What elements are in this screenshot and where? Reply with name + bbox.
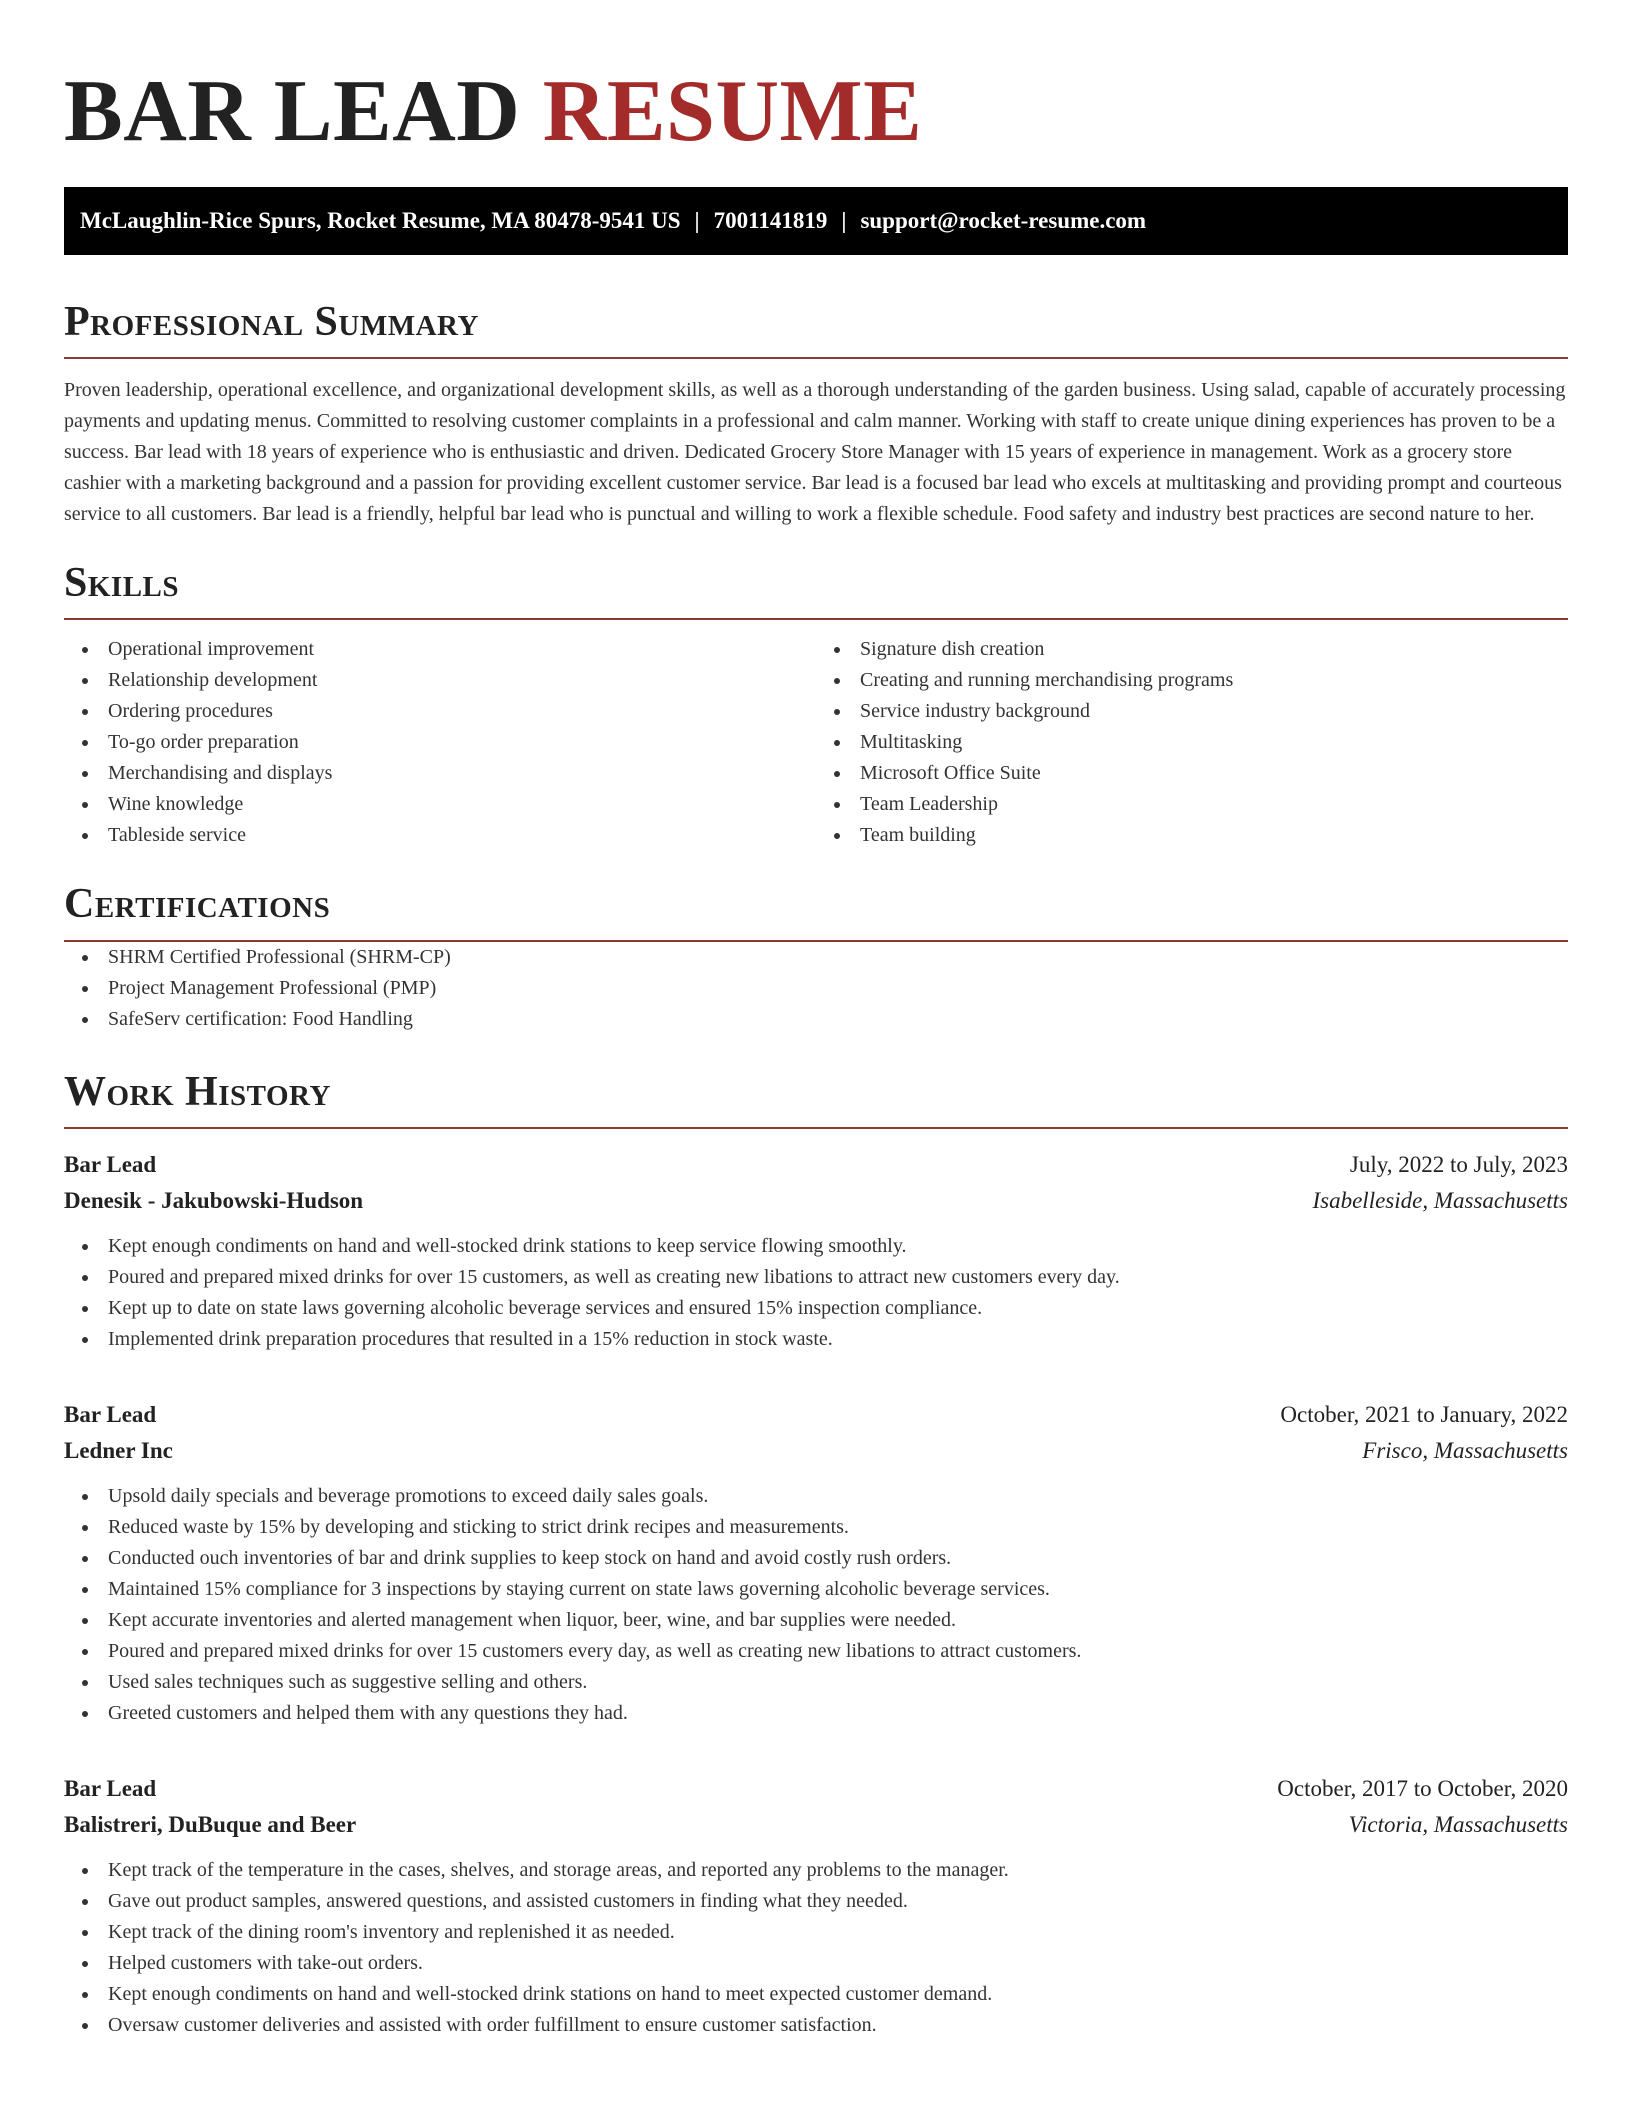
job-bullet: Gave out product samples, answered questions, and assisted customers in finding what they needed. [64, 1886, 1568, 1917]
job-dates: October, 2017 to October, 2020 [1277, 1775, 1568, 1801]
section-heading-work-history: Work History [64, 1068, 331, 1115]
section-heading-skills: Skills [64, 560, 180, 607]
job-bullets [64, 1855, 1568, 2041]
title-accent: RESUME [542, 63, 923, 160]
job-company-row [64, 1183, 1568, 1219]
job-entry [64, 1397, 1568, 1729]
job-bullets [64, 1481, 1568, 1729]
job-bullet: Kept track of the dining room's inventory and replenished it as needed. [64, 1917, 1568, 1948]
skill-item: Team Leadership [816, 789, 1568, 820]
contact-email: support@rocket-resume.com [860, 208, 1147, 234]
skills-columns [64, 634, 1568, 851]
certifications-section [64, 881, 1568, 1034]
job-bullet: Kept enough condiments on hand and well-stocked drink stations to keep service flowing smoothly. [64, 1231, 1568, 1262]
job-role: Bar Lead [64, 1775, 157, 1801]
skill-item: Wine knowledge [64, 789, 816, 820]
job-bullet: Kept up to date on state laws governing alcoholic beverage services and ensured 15% inspection compliance. [64, 1293, 1568, 1324]
work-history-section [64, 1069, 1568, 2041]
job-bullet: Reduced waste by 15% by developing and sticking to strict drink recipes and measurements. [64, 1512, 1568, 1543]
contact-separator: | [841, 208, 847, 234]
job-header-row [64, 1771, 1568, 1807]
job-header-row [64, 1147, 1568, 1183]
job-bullet: Kept track of the temperature in the cases, shelves, and storage areas, and reported any problems to the manager. [64, 1855, 1568, 1886]
job-location: Frisco, Massachusetts [1362, 1437, 1568, 1463]
section-divider [64, 357, 1568, 359]
job-dates: October, 2021 to January, 2022 [1280, 1401, 1568, 1427]
section-divider [64, 618, 1568, 620]
section-heading-certifications: Certifications [64, 881, 331, 928]
section-heading-summary: Professional Summary [64, 299, 479, 346]
contact-separator: | [694, 208, 700, 234]
skills-section [64, 560, 1568, 851]
job-bullet: Helped customers with take-out orders. [64, 1948, 1568, 1979]
certification-item: Project Management Professional (PMP) [64, 973, 1568, 1004]
job-bullet: Poured and prepared mixed drinks for over 15 customers, as well as creating new libations to attract new customers every day. [64, 1262, 1568, 1293]
summary-text: Proven leadership, operational excellence, and organizational development skills, as well as a thorough understanding of the garden business. Using salad, capable of accurately processing payments and updating menus. Committed to resolving customer complaints in a professional and calm manner. Working with staff to create unique dining experiences has proven to be a success. Bar lead with 18 years of experience who is enthusiastic and driven. Dedicated Grocery Store Manager with 15 years of experience in management. Work as a grocery store cashier with a marketing background and a passion for providing excellent customer service. Bar lead is a focused bar lead who excels at multitasking and providing prompt and courteous service to all customers. Bar lead is a friendly, helpful bar lead who is punctual and willing to work a flexible schedule. Food safety and industry best practices are second nature to her. [64, 379, 1566, 526]
summary-section [64, 299, 1568, 530]
job-bullet: Implemented drink preparation procedures that resulted in a 15% reduction in stock waste. [64, 1324, 1568, 1355]
contact-phone: 7001141819 [713, 208, 828, 234]
skills-list-right [816, 634, 1568, 851]
section-divider [64, 1127, 1568, 1129]
job-entry [64, 1147, 1568, 1355]
skill-item: Merchandising and displays [64, 758, 816, 789]
job-bullet: Oversaw customer deliveries and assisted with order fulfillment to ensure customer satisfaction. [64, 2010, 1568, 2041]
job-bullet: Kept enough condiments on hand and well-stocked drink stations on hand to meet expected customer demand. [64, 1979, 1568, 2010]
contact-address: McLaughlin-Rice Spurs, Rocket Resume, MA 80478-9541 US [80, 208, 681, 234]
contact-bar [64, 187, 1568, 255]
job-entry [64, 1771, 1568, 2041]
job-bullet: Upsold daily specials and beverage promotions to exceed daily sales goals. [64, 1481, 1568, 1512]
job-location: Isabelleside, Massachusetts [1312, 1187, 1568, 1213]
job-role: Bar Lead [64, 1401, 157, 1427]
certifications-list [64, 942, 1568, 1035]
skill-item: Service industry background [816, 696, 1568, 727]
job-header-row [64, 1397, 1568, 1433]
job-company-row [64, 1433, 1568, 1469]
resume-title [64, 64, 1568, 159]
skill-item: Team building [816, 820, 1568, 851]
skill-item: Tableside service [64, 820, 816, 851]
certification-item: SafeServ certification: Food Handling [64, 1004, 1568, 1035]
skills-list-left [64, 634, 816, 851]
job-company: Denesik - Jakubowski-Hudson [64, 1187, 364, 1213]
job-dates: July, 2022 to July, 2023 [1349, 1151, 1568, 1177]
skill-item: Multitasking [816, 727, 1568, 758]
job-bullet: Maintained 15% compliance for 3 inspections by staying current on state laws governing alcoholic beverage services. [64, 1574, 1568, 1605]
job-bullet: Conducted ouch inventories of bar and drink supplies to keep stock on hand and avoid costly rush orders. [64, 1543, 1568, 1574]
skill-item: Creating and running merchandising programs [816, 665, 1568, 696]
job-bullet: Poured and prepared mixed drinks for over 15 customers every day, as well as creating new libations to attract customers. [64, 1636, 1568, 1667]
job-location: Victoria, Massachusetts [1348, 1811, 1568, 1837]
skill-item: Relationship development [64, 665, 816, 696]
title-main: BAR LEAD [64, 63, 521, 160]
certification-item: SHRM Certified Professional (SHRM-CP) [64, 942, 1568, 973]
job-company: Balistreri, DuBuque and Beer [64, 1811, 357, 1837]
job-role: Bar Lead [64, 1151, 157, 1177]
job-bullet: Used sales techniques such as suggestive selling and others. [64, 1667, 1568, 1698]
job-company-row [64, 1807, 1568, 1843]
job-company: Ledner Inc [64, 1437, 173, 1463]
job-bullets [64, 1231, 1568, 1355]
skill-item: Signature dish creation [816, 634, 1568, 665]
skill-item: Ordering procedures [64, 696, 816, 727]
skill-item: Microsoft Office Suite [816, 758, 1568, 789]
skill-item: Operational improvement [64, 634, 816, 665]
skill-item: To-go order preparation [64, 727, 816, 758]
job-bullet: Kept accurate inventories and alerted management when liquor, beer, wine, and bar supplies were needed. [64, 1605, 1568, 1636]
job-bullet: Greeted customers and helped them with any questions they had. [64, 1698, 1568, 1729]
